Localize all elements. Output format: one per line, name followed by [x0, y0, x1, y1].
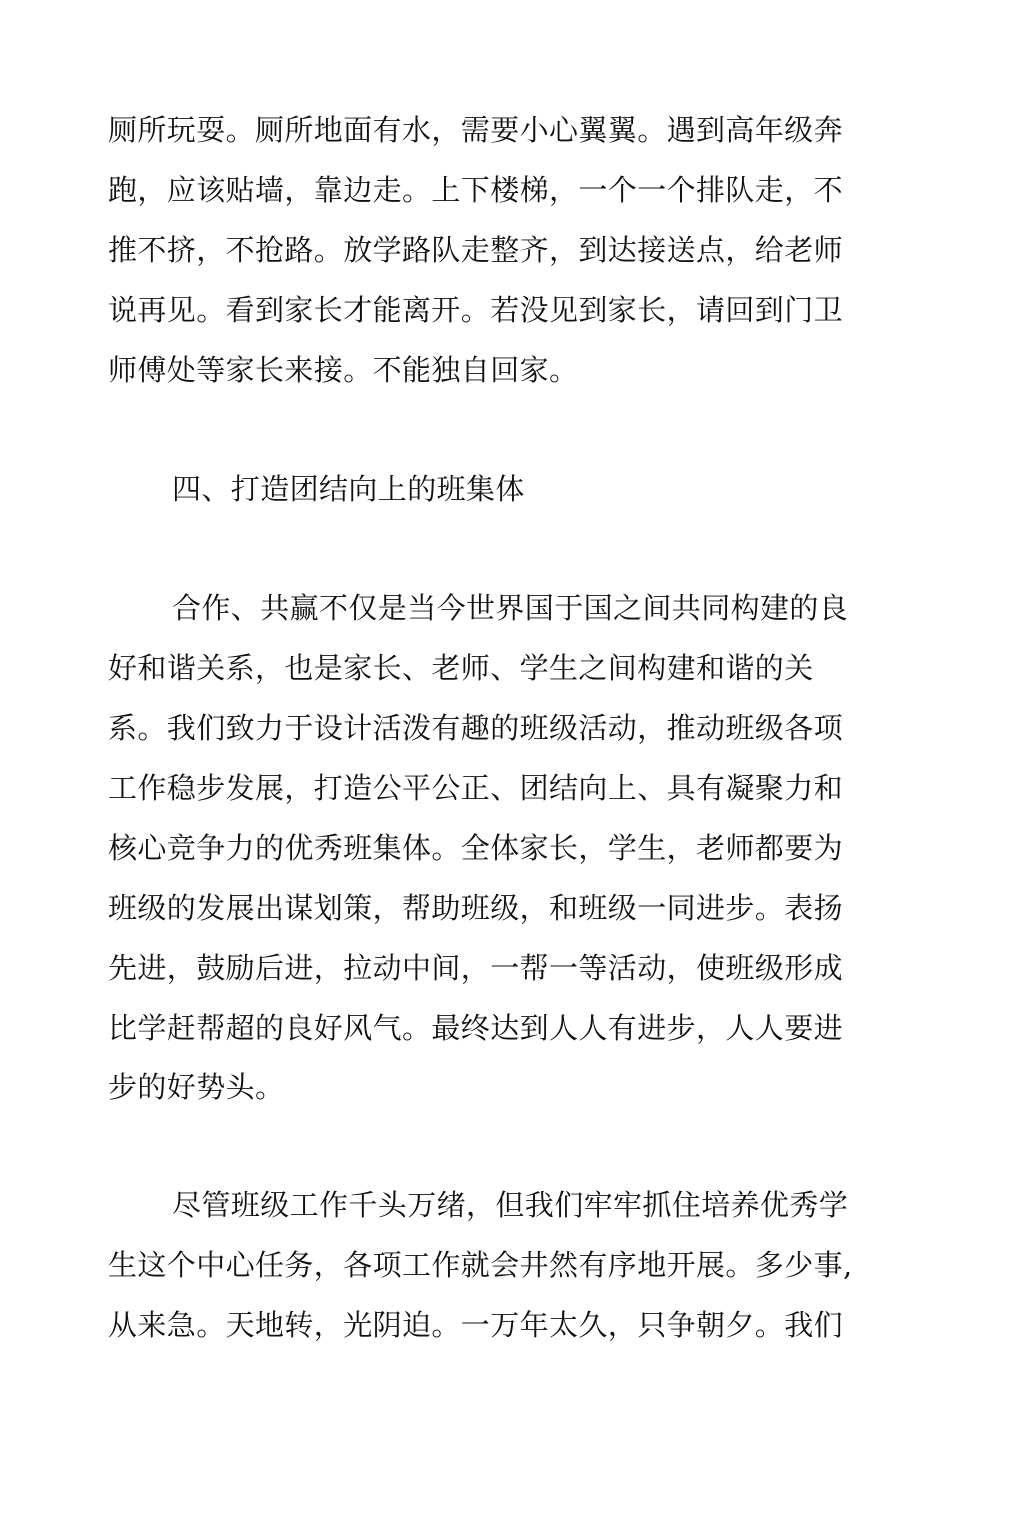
paragraph-3-line-3: 从来急。天地转，光阴迫。一万年太久，只争朝夕。我们	[108, 1308, 844, 1342]
paragraph-2-line-8: 比学赶帮超的良好风气。最终达到人人有进步，人人要进	[108, 1011, 844, 1045]
paragraph-1-line-5: 师傅处等家长来接。不能独自回家。	[108, 353, 579, 387]
paragraph-2-line-4: 工作稳步发展，打造公平公正、团结向上、具有凝聚力和	[108, 771, 844, 805]
paragraph-1-line-2: 跑，应该贴墙，靠边走。上下楼梯，一个一个排队走，不	[108, 173, 844, 207]
paragraph-2-line-1: 合作、共赢不仅是当今世界国于国之间共同构建的良	[172, 591, 849, 625]
paragraph-3-line-2: 生这个中心任务，各项工作就会井然有序地开展。多少事,	[108, 1248, 853, 1282]
paragraph-2-line-5: 核心竞争力的优秀班集体。全体家长，学生，老师都要为	[108, 831, 844, 865]
paragraph-2-line-3: 系。我们致力于设计活泼有趣的班级活动，推动班级各项	[108, 711, 844, 745]
paragraph-2-line-7: 先进，鼓励后进，拉动中间，一帮一等活动，使班级形成	[108, 951, 844, 985]
paragraph-1-line-3: 推不挤，不抢路。放学路队走整齐，到达接送点，给老师	[108, 233, 844, 267]
paragraph-1-line-1: 厕所玩耍。厕所地面有水，需要小心翼翼。遇到高年级奔	[108, 113, 844, 147]
paragraph-2-line-9: 步的好势头。	[108, 1070, 285, 1104]
paragraph-1-line-4: 说再见。看到家长才能离开。若没见到家长，请回到门卫	[108, 293, 844, 327]
paragraph-2-line-2: 好和谐关系，也是家长、老师、学生之间构建和谐的关	[108, 651, 814, 685]
section-heading: 四、打造团结向上的班集体	[172, 472, 525, 506]
paragraph-3-line-1: 尽管班级工作千头万绪，但我们牢牢抓住培养优秀学	[172, 1188, 849, 1222]
paragraph-2-line-6: 班级的发展出谋划策，帮助班级，和班级一同进步。表扬	[108, 891, 844, 925]
